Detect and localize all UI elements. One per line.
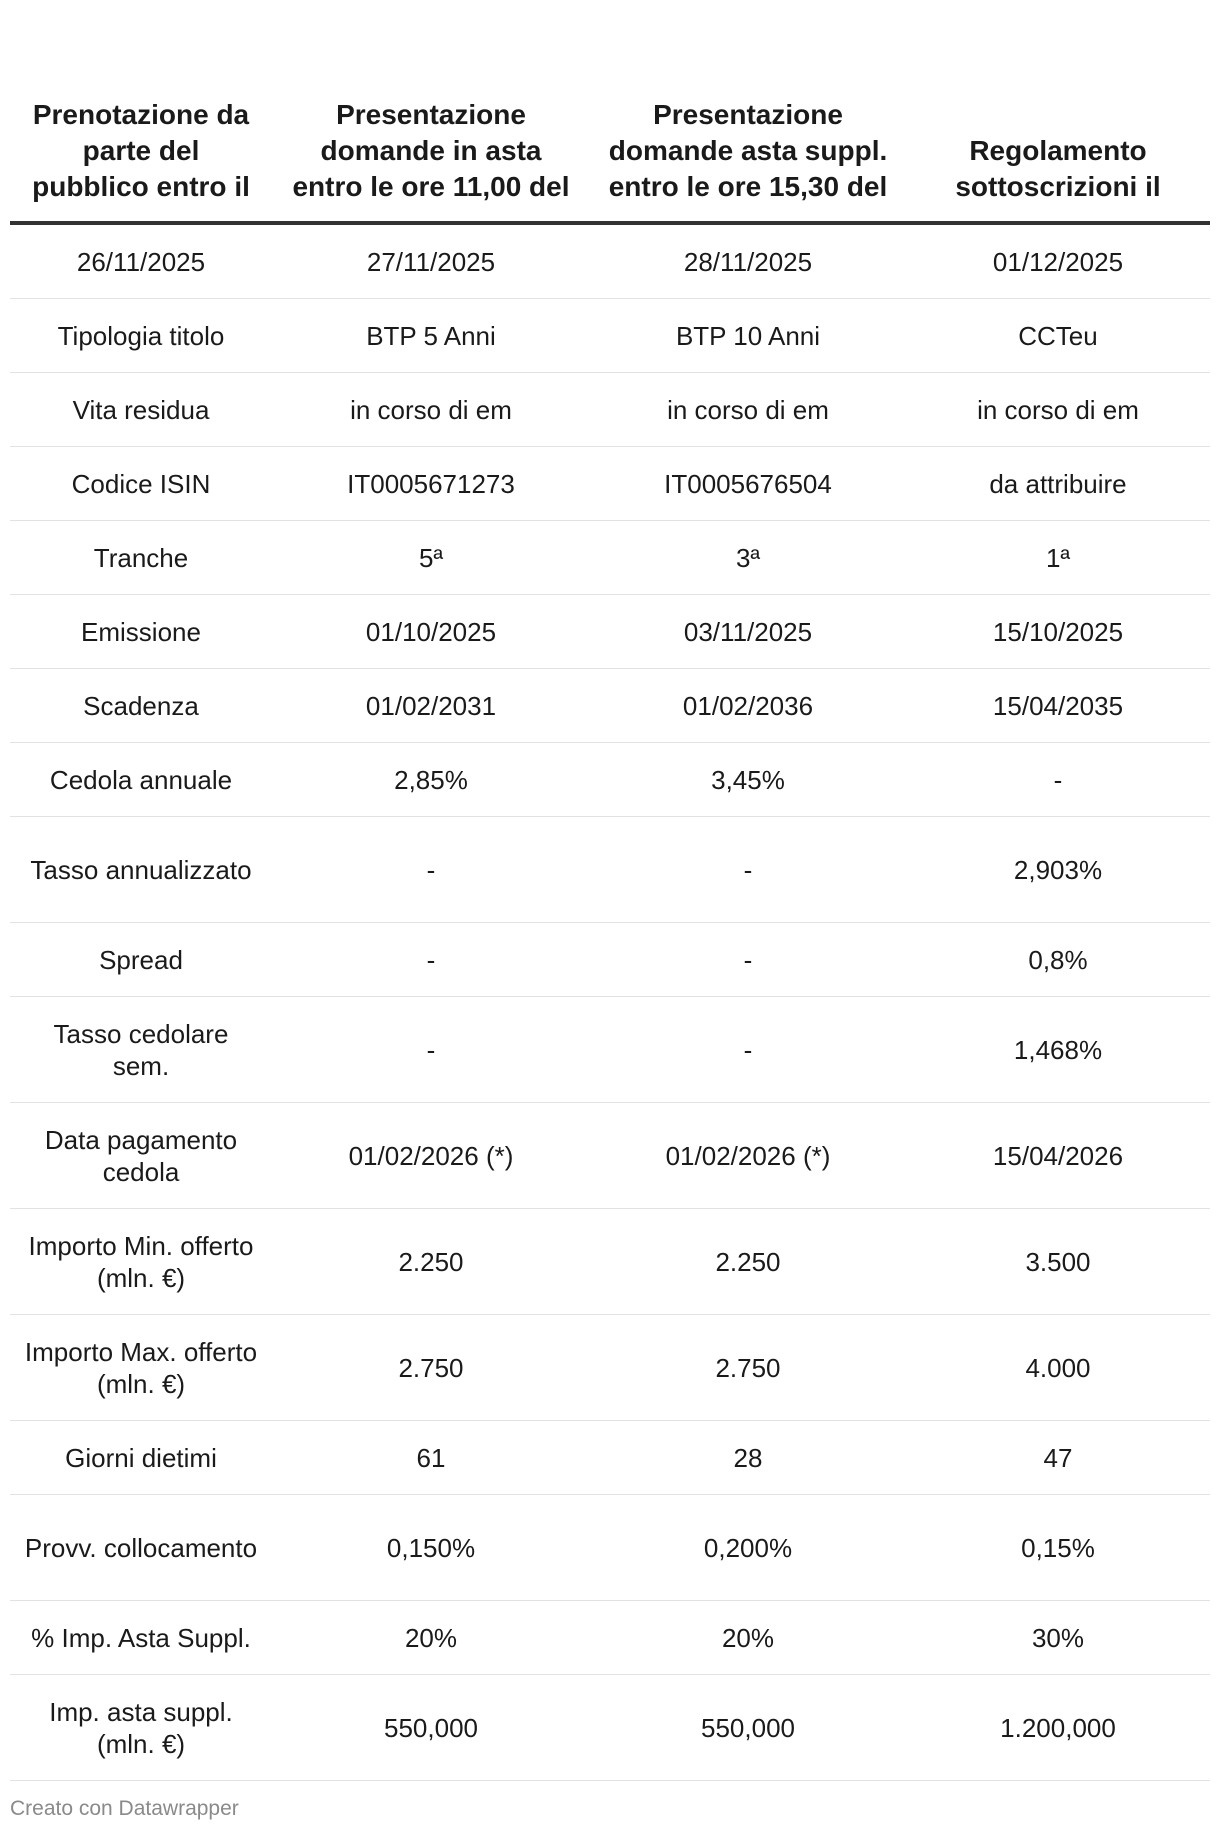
table-cell: 550,000 — [590, 1675, 906, 1781]
table-cell: 15/04/2026 — [906, 1103, 1210, 1209]
table-cell: Vita residua — [10, 373, 272, 447]
table-cell: in corso di em — [590, 373, 906, 447]
table-cell: IT0005676504 — [590, 447, 906, 521]
table-cell: - — [590, 923, 906, 997]
table-cell: Tasso annualizzato — [10, 817, 272, 923]
table-cell: - — [906, 743, 1210, 817]
table-row — [10, 1675, 1210, 1781]
table-cell: 0,200% — [590, 1495, 906, 1601]
table-cell: in corso di em — [272, 373, 590, 447]
table-cell: 2,85% — [272, 743, 590, 817]
table-cell: Emissione — [10, 595, 272, 669]
table-cell: 4.000 — [906, 1315, 1210, 1421]
table-cell: CCTeu — [906, 299, 1210, 373]
table-cell: Cedola annuale — [10, 743, 272, 817]
table-row — [10, 1209, 1210, 1315]
table-row — [10, 1421, 1210, 1495]
table-cell: 01/10/2025 — [272, 595, 590, 669]
table-cell: 3.500 — [906, 1209, 1210, 1315]
table-cell: 01/12/2025 — [906, 223, 1210, 299]
table-cell: in corso di em — [906, 373, 1210, 447]
table-row — [10, 1315, 1210, 1421]
table-cell: Importo Min. offerto (mln. €) — [10, 1209, 272, 1315]
table-cell: 26/11/2025 — [10, 223, 272, 299]
table-row — [10, 669, 1210, 743]
table-header-row — [10, 30, 1210, 223]
table-row — [10, 923, 1210, 997]
table-row — [10, 447, 1210, 521]
table-cell: 01/02/2036 — [590, 669, 906, 743]
table-cell: 2.250 — [272, 1209, 590, 1315]
table-cell: - — [272, 923, 590, 997]
table-cell: da attribuire — [906, 447, 1210, 521]
table-cell: 47 — [906, 1421, 1210, 1495]
table-cell: 03/11/2025 — [590, 595, 906, 669]
table-cell: BTP 5 Anni — [272, 299, 590, 373]
table-cell: 3ª — [590, 521, 906, 595]
table-cell: Importo Max. offerto (mln. €) — [10, 1315, 272, 1421]
table-row — [10, 1495, 1210, 1601]
table-row — [10, 373, 1210, 447]
table-cell: 1,468% — [906, 997, 1210, 1103]
table-cell: Codice ISIN — [10, 447, 272, 521]
table-row — [10, 299, 1210, 373]
table-cell: 20% — [590, 1601, 906, 1675]
column-header: Presentazione domande asta suppl. entro le ore 15,30 del — [590, 30, 906, 223]
table-row — [10, 817, 1210, 923]
table-cell: 5ª — [272, 521, 590, 595]
table-cell: 0,150% — [272, 1495, 590, 1601]
table-cell: 1ª — [906, 521, 1210, 595]
table-cell: Provv. collocamento — [10, 1495, 272, 1601]
table-cell: 01/02/2031 — [272, 669, 590, 743]
column-header: Presentazione domande in asta entro le ore 11,00 del — [272, 30, 590, 223]
table-cell: Tipologia titolo — [10, 299, 272, 373]
table-cell: Scadenza — [10, 669, 272, 743]
table-cell: Imp. asta suppl. (mln. €) — [10, 1675, 272, 1781]
table-cell: Tasso cedolare sem. — [10, 997, 272, 1103]
table-cell: 550,000 — [272, 1675, 590, 1781]
table-cell: 15/10/2025 — [906, 595, 1210, 669]
table-cell: 01/02/2026 (*) — [590, 1103, 906, 1209]
table-cell: Data pagamento cedola — [10, 1103, 272, 1209]
table-cell: - — [590, 817, 906, 923]
table-cell: % Imp. Asta Suppl. — [10, 1601, 272, 1675]
table-cell: 01/02/2026 (*) — [272, 1103, 590, 1209]
auction-table — [10, 30, 1210, 1781]
table-cell: 3,45% — [590, 743, 906, 817]
datawrapper-credit[interactable]: Creato con Datawrapper — [10, 1797, 239, 1820]
table-cell: 2,903% — [906, 817, 1210, 923]
table-cell: 0,8% — [906, 923, 1210, 997]
table-row — [10, 997, 1210, 1103]
table-cell: IT0005671273 — [272, 447, 590, 521]
table-cell: 27/11/2025 — [272, 223, 590, 299]
column-header: Prenotazione da parte del pubblico entro il — [10, 30, 272, 223]
table-cell: 15/04/2035 — [906, 669, 1210, 743]
column-header: Regolamento sottoscrizioni il — [906, 30, 1210, 223]
table-cell: Giorni dietimi — [10, 1421, 272, 1495]
table-cell: - — [590, 997, 906, 1103]
table-cell: 2.250 — [590, 1209, 906, 1315]
table-cell: Tranche — [10, 521, 272, 595]
table-cell: 61 — [272, 1421, 590, 1495]
table-row — [10, 521, 1210, 595]
table-row — [10, 1103, 1210, 1209]
table-cell: 28/11/2025 — [590, 223, 906, 299]
table-cell: 30% — [906, 1601, 1210, 1675]
table-row — [10, 743, 1210, 817]
table-cell: 20% — [272, 1601, 590, 1675]
table-cell: 28 — [590, 1421, 906, 1495]
table-row — [10, 223, 1210, 299]
table-cell: 0,15% — [906, 1495, 1210, 1601]
table-cell: - — [272, 997, 590, 1103]
table-row — [10, 1601, 1210, 1675]
table-cell: 2.750 — [272, 1315, 590, 1421]
table-cell: Spread — [10, 923, 272, 997]
table-row — [10, 595, 1210, 669]
table-cell: 2.750 — [590, 1315, 906, 1421]
table-cell: - — [272, 817, 590, 923]
table-cell: BTP 10 Anni — [590, 299, 906, 373]
table-cell: 1.200,000 — [906, 1675, 1210, 1781]
